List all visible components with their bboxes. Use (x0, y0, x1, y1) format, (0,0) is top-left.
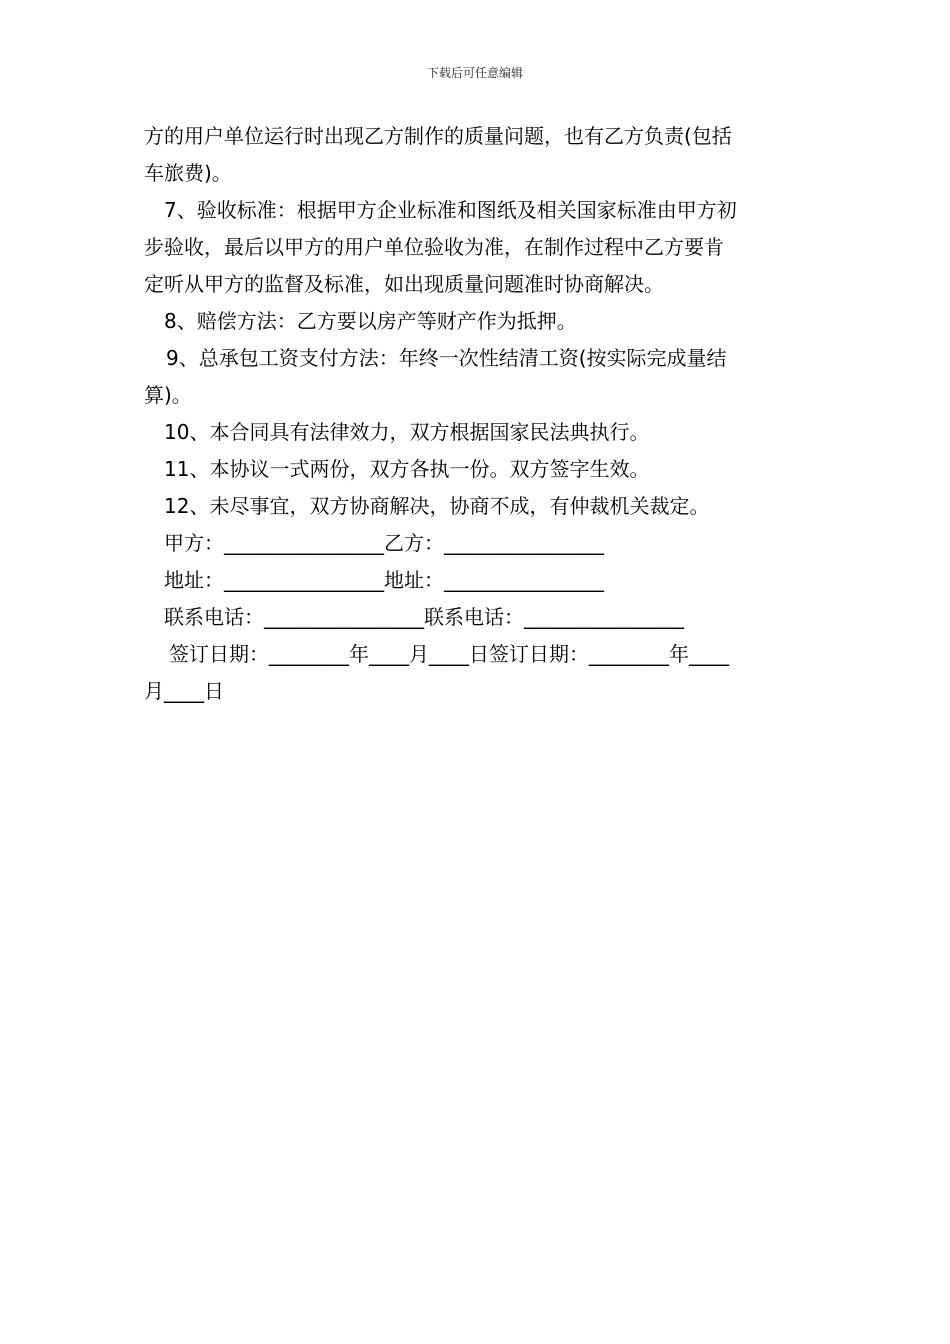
clause-7-line2: 步验收，最后以甲方的用户单位验收为准，在制作过程中乙方要肯 (144, 235, 724, 259)
clause-9-line1: 9、总承包工资支付方法：年终一次性结清工资(按实际完成量结 (166, 346, 727, 370)
clause-9-line2: 算)。 (144, 383, 192, 407)
clause-7-line1: 7、验收标准：根据甲方企业标准和图纸及相关国家标准由甲方初 (164, 198, 737, 222)
signing-date-line2: 月____日 (144, 679, 224, 703)
clause-12: 12、未尽事宜，双方协商解决，协商不成，有仲裁机关裁定。 (164, 494, 710, 518)
clause-10: 10、本合同具有法律效力，双方根据国家民法典执行。 (164, 420, 650, 444)
address-line: 地址：________________地址：________________ (164, 568, 604, 592)
phone-line: 联系电话：________________联系电话：________________ (164, 605, 684, 629)
clause-11: 11、本协议一式两份，双方各执一份。双方签字生效。 (164, 457, 650, 481)
paragraph-continuation-line2: 车旅费)。 (144, 161, 232, 185)
paragraph-continuation-line1: 方的用户单位运行时出现乙方制作的质量问题，也有乙方负责(包括 (144, 124, 732, 148)
contract-body (144, 118, 808, 710)
clause-7-line3: 定听从甲方的监督及标准，如出现质量问题准时协商解决。 (144, 272, 664, 296)
signing-date-line1: 签订日期：________年____月____日签订日期：________年____ (169, 642, 729, 666)
signature-party-line: 甲方：________________乙方：________________ (164, 531, 604, 555)
clause-8: 8、赔偿方法：乙方要以房产等财产作为抵押。 (164, 309, 577, 333)
page-header-note: 下载后可任意编辑 (426, 66, 523, 80)
